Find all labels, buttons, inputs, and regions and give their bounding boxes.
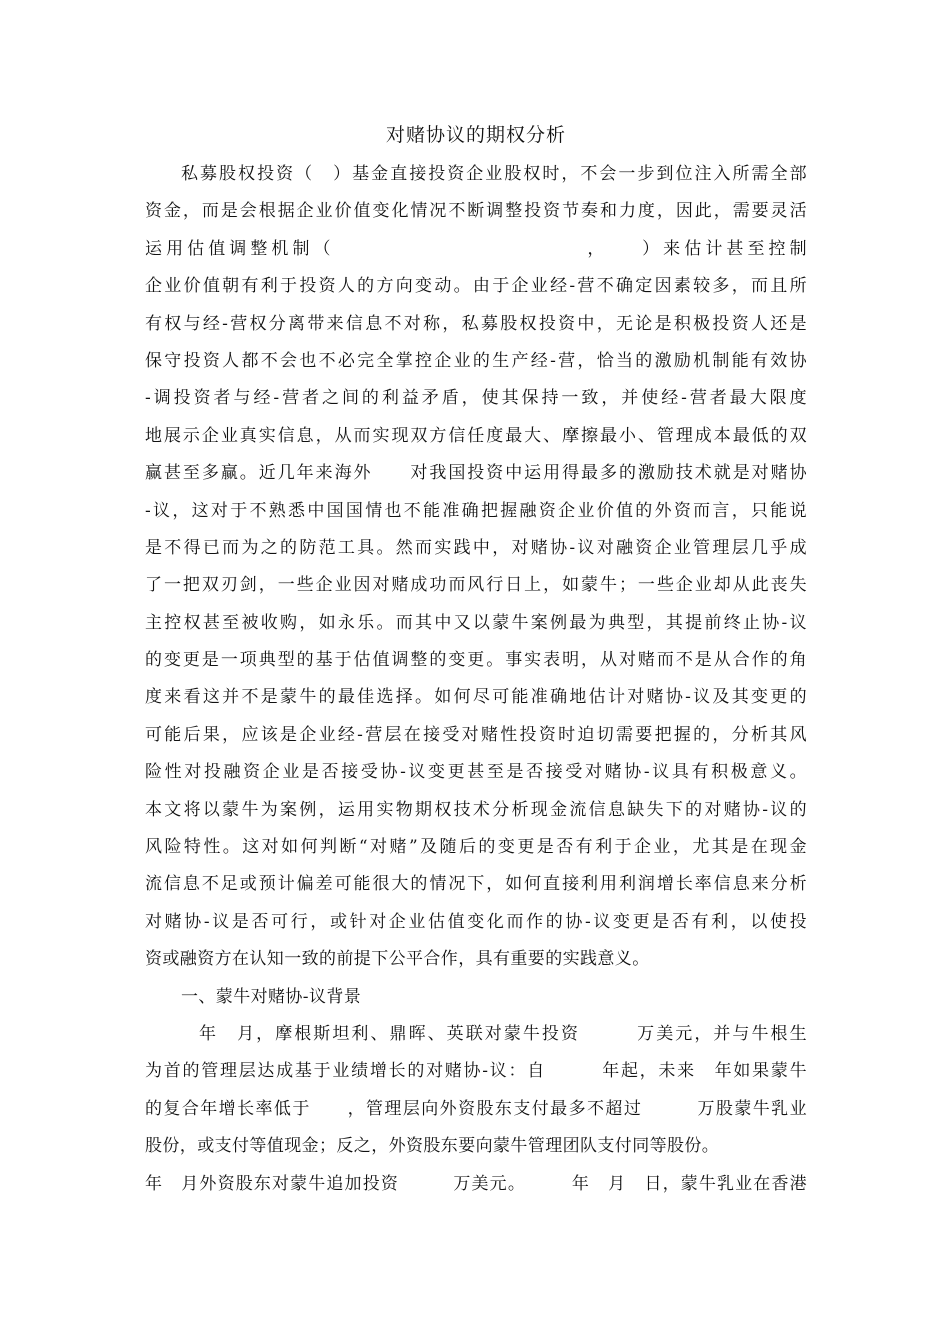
paragraph-line: 赢甚至多赢。近几年来海外 对我国投资中运用得最多的激励技术就是对赌协	[145, 463, 807, 484]
document-page	[145, 118, 807, 1203]
section-heading: 一、蒙牛对赌协-议背景	[181, 986, 362, 1007]
paragraph-line: 私募股权投资（ ）基金直接投资企业股权时，不会一步到位注入所需全部	[181, 164, 807, 184]
paragraph-line: 是不得已而为之的防范工具。然而实践中，对赌协-议对融资企业管理层几乎成	[145, 537, 807, 558]
paragraph-line: -调投资者与经-营者之间的利益矛盾，使其保持一致，并使经-营者最大限度	[145, 388, 807, 409]
paragraph-line: 险性对投融资企业是否接受协-议变更甚至是否接受对赌协-议具有积极意义。	[145, 762, 807, 783]
paragraph-line: 风险特性。这对如何判断“对赌”及随后的变更是否有利于企业，尤其是在现金	[145, 837, 807, 858]
paragraph-line: 年 月，摩根斯坦利、鼎晖、英联对蒙牛投资 万美元，并与牛根生	[199, 1023, 807, 1044]
paragraph-line: 资或融资方在认知一致的前提下公平合作，具有重要的实践意义。	[145, 949, 650, 970]
paragraph-line: 保守投资人都不会也不必完全掌控企业的生产经-营，恰当的激励机制能有效协	[145, 350, 807, 371]
paragraph-line: 了一把双刃剑，一些企业因对赌成功而风行日上，如蒙牛；一些企业却从此丧失	[145, 575, 807, 596]
paragraph-line: 股份，或支付等值现金；反之，外资股东要向蒙牛管理团队支付同等股份。	[145, 1136, 720, 1157]
paragraph-line: 地展示企业真实信息，从而实现双方信任度最大、摩擦最小、管理成本最低的双	[145, 425, 807, 446]
paragraph-line: 运用估值调整机制（ ， ）来估计甚至控制	[145, 238, 807, 259]
paragraph-line: 对赌协-议是否可行，或针对企业估值变化而作的协-议变更是否有利，以使投	[145, 911, 807, 932]
paragraph-line: 的变更是一项典型的基于估值调整的变更。事实表明，从对赌而不是从合作的角	[145, 650, 807, 671]
paragraph-line: 主控权甚至被收购，如永乐。而其中又以蒙牛案例最为典型，其提前终止协-议	[145, 612, 807, 633]
paragraph-line: 资金，而是会根据企业价值变化情况不断调整投资节奏和力度，因此，需要灵活	[145, 201, 807, 222]
paragraph-line: 企业价值朝有利于投资人的方向变动。由于企业经-营不确定因素较多，而且所	[145, 276, 807, 297]
paragraph-line: -议，这对于不熟悉中国国情也不能准确把握融资企业价值的外资而言，只能说	[145, 500, 807, 521]
paragraph-line: 为首的管理层达成基于业绩增长的对赌协-议：自 年起，未来 年如果蒙牛	[145, 1061, 807, 1082]
paragraph-line: 年 月外资股东对蒙牛追加投资 万美元。 年 月 日，蒙牛乳业在香港	[145, 1173, 807, 1194]
document-title: 对赌协议的期权分析	[385, 124, 566, 146]
paragraph-line: 本文将以蒙牛为案例，运用实物期权技术分析现金流信息缺失下的对赌协-议的	[145, 799, 807, 820]
paragraph-line: 可能后果，应该是企业经-营层在接受对赌性投资时迫切需要把握的，分析其风	[145, 724, 807, 745]
paragraph-line: 的复合年增长率低于 ，管理层向外资股东支付最多不超过 万股蒙牛乳业	[145, 1098, 807, 1119]
paragraph-line: 有权与经-营权分离带来信息不对称，私募股权投资中，无论是积极投资人还是	[145, 313, 807, 334]
paragraph-line: 度来看这并不是蒙牛的最佳选择。如何尽可能准确地估计对赌协-议及其变更的	[145, 687, 807, 708]
paragraph-line: 流信息不足或预计偏差可能很大的情况下，如何直接利用利润增长率信息来分析	[145, 874, 807, 895]
